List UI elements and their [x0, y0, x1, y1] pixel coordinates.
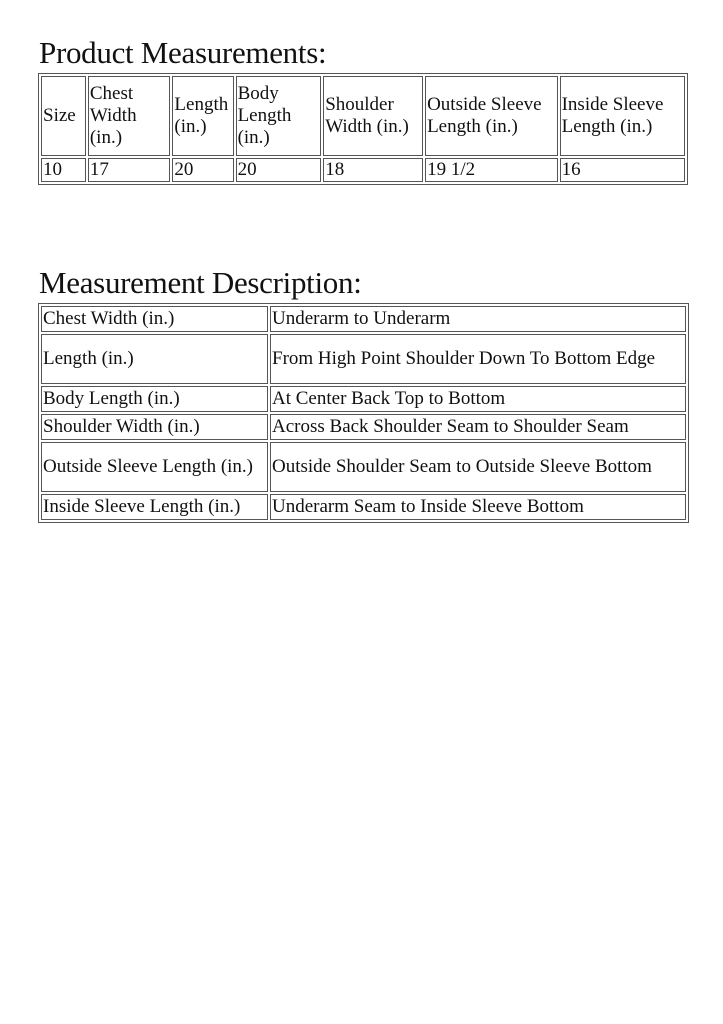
cell-inside-sleeve-length: 16 [560, 158, 685, 182]
header-outside-sleeve-length: Outside Sleeve Length (in.) [425, 76, 558, 156]
table-header-row [41, 76, 685, 156]
table-row [41, 334, 686, 384]
definition-cell: Underarm to Underarm [270, 306, 686, 332]
product-measurements-heading: Product Measurements: [39, 35, 327, 70]
header-chest-width: Chest Width (in.) [88, 76, 171, 156]
table-row [41, 494, 686, 520]
definition-cell: Underarm Seam to Inside Sleeve Bottom [270, 494, 686, 520]
table-row [41, 158, 685, 182]
definition-cell: Across Back Shoulder Seam to Shoulder Seam [270, 414, 686, 440]
cell-chest-width: 17 [88, 158, 171, 182]
definition-cell: Outside Shoulder Seam to Outside Sleeve Bottom [270, 442, 686, 492]
header-body-length: Body Length (in.) [236, 76, 322, 156]
term-cell: Chest Width (in.) [41, 306, 268, 332]
header-length: Length (in.) [172, 76, 233, 156]
definition-cell: At Center Back Top to Bottom [270, 386, 686, 412]
term-cell: Inside Sleeve Length (in.) [41, 494, 268, 520]
cell-shoulder-width: 18 [323, 158, 423, 182]
header-inside-sleeve-length: Inside Sleeve Length (in.) [560, 76, 685, 156]
cell-size: 10 [41, 158, 86, 182]
term-cell: Outside Sleeve Length (in.) [41, 442, 268, 492]
term-cell: Length (in.) [41, 334, 268, 384]
cell-body-length: 20 [236, 158, 322, 182]
table-row [41, 414, 686, 440]
header-size: Size [41, 76, 86, 156]
term-cell: Body Length (in.) [41, 386, 268, 412]
measurement-description-heading: Measurement Description: [39, 265, 362, 300]
header-shoulder-width: Shoulder Width (in.) [323, 76, 423, 156]
cell-outside-sleeve-length: 19 1/2 [425, 158, 558, 182]
table-row [41, 386, 686, 412]
definition-cell: From High Point Shoulder Down To Bottom Edge [270, 334, 686, 384]
measurement-description-table [38, 303, 689, 523]
table-row [41, 442, 686, 492]
cell-length: 20 [172, 158, 233, 182]
term-cell: Shoulder Width (in.) [41, 414, 268, 440]
product-measurements-table [38, 73, 688, 185]
table-row [41, 306, 686, 332]
